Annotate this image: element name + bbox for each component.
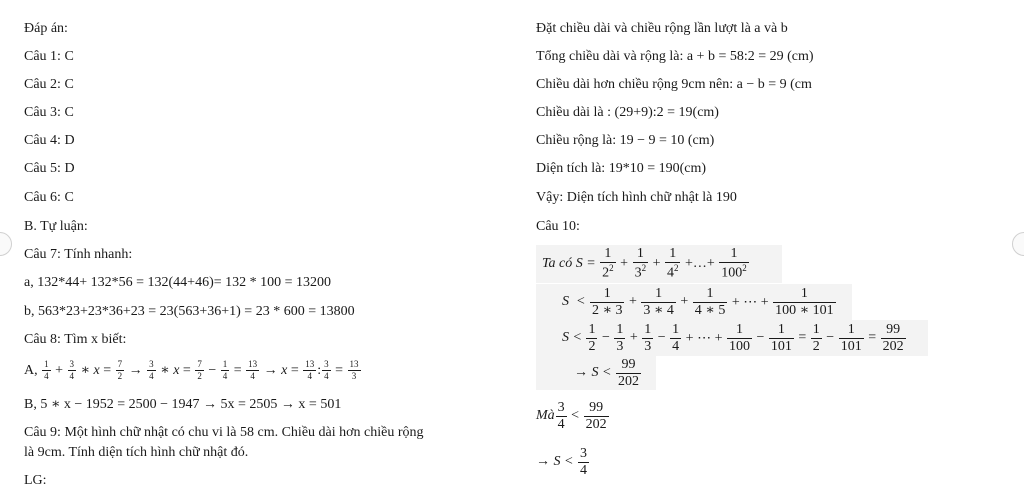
q8-part-a: A, $\frac{1}{4}$ + $\frac{3}{4}$ ∗ x = $\frac{7}{2}$ → $\frac{3}{4}$ ∗ x = $\frac{7}{2}$ − $\frac{1}{4}$ = $\frac{13}{4}$ → x = $\frac{13}{4}$ : $\frac{3}{4}$ = $\frac{13}{3}$ bbox=[24, 359, 359, 382]
answer-3: Câu 3: C bbox=[24, 105, 74, 120]
q7-title: Câu 7: Tính nhanh: bbox=[24, 247, 133, 262]
answer-2: Câu 2: C bbox=[24, 77, 74, 92]
q9-text-line-2: là 9cm. Tính diện tích hình chữ nhật đó. bbox=[24, 445, 249, 460]
q9-text-line-1: Câu 9: Một hình chữ nhật có chu vi là 58 cm. Chiều dài hơn chiều rộng bbox=[24, 425, 424, 440]
answer-1: Câu 1: C bbox=[24, 49, 74, 64]
solution-line-3: Chiều dài hơn chiều rộng 9cm nên: a − b = 9 (cm bbox=[536, 77, 812, 92]
answer-4: Câu 4: D bbox=[24, 133, 75, 148]
q7-part-b: b, 563*23+23*36+23 = 23(563+36+1) = 23 * 600 = 13800 bbox=[24, 304, 355, 319]
q8-title: Câu 8: Tìm x biết: bbox=[24, 332, 127, 347]
solution-line-7: Vậy: Diện tích hình chữ nhật là 190 bbox=[536, 190, 737, 205]
equation-s-definition: Ta có S = $\frac{1}{2^2}$ + $\frac{1}{3^2}$ + $\frac{1}{4^2}$ +…+ $\frac{1}{100^2}$ bbox=[536, 245, 782, 283]
answer-6: Câu 6: C bbox=[24, 190, 74, 205]
equation-final: → S < $\frac{3}{4}$ bbox=[536, 445, 587, 478]
q7-part-a: a, 132*44+ 132*56 = 132(44+46)= 132 * 100 = 13200 bbox=[24, 275, 332, 290]
answer-5: Câu 5: D bbox=[24, 161, 75, 176]
equation-s-upper-bound: S < $\frac{1}{2 ∗ 3}$ + $\frac{1}{3 ∗ 4}$ + $\frac{1}{4 ∗ 5}$ + ⋯ + $\frac{1}{100 ∗ 101}$ bbox=[536, 284, 852, 320]
taco-label: Ta có bbox=[542, 256, 573, 271]
equation-telescoping: S < $\frac{1}{2}$ − $\frac{1}{3}$ + $\frac{1}{3}$ − $\frac{1}{4}$ + ⋯ + $\frac{1}{100}$ − $\frac{1}{101}$ = $\frac{1}{2}$ − $\frac{1}{101}$ = $\frac{99}{202}$ bbox=[536, 320, 928, 356]
solution-line-4: Chiều dài là : (29+9):2 = 19(cm) bbox=[536, 105, 719, 120]
equation-s-conclusion: → S < $\frac{99}{202}$ bbox=[536, 356, 656, 390]
solution-line-6: Diện tích là: 19*10 = 190(cm) bbox=[536, 161, 707, 176]
right-nav-edge[interactable] bbox=[1012, 232, 1024, 256]
left-nav-edge[interactable] bbox=[0, 232, 12, 256]
solution-line-2: Tổng chiều dài và rộng là: a + b = 58:2 = 29 (cm) bbox=[536, 49, 814, 64]
q10-title: Câu 10: bbox=[536, 219, 580, 234]
solution-line-5: Chiều rộng là: 19 − 9 = 10 (cm) bbox=[536, 133, 715, 148]
q8-a-label: A, bbox=[24, 363, 38, 378]
q8-part-b: B, 5 ∗ x − 1952 = 2500 − 1947 → 5x = 2505 → x = 501 bbox=[24, 397, 342, 412]
essay-header: B. Tự luận: bbox=[24, 219, 88, 234]
equation-comparison: Mà $\frac{3}{4}$ < $\frac{99}{202}$ bbox=[536, 399, 607, 432]
ma-label: Mà bbox=[536, 408, 555, 423]
answer-header: Đáp án: bbox=[24, 21, 68, 36]
lg-label: LG: bbox=[24, 473, 47, 488]
solution-line-1: Đặt chiều dài và chiều rộng lần lượt là a và b bbox=[536, 21, 788, 36]
